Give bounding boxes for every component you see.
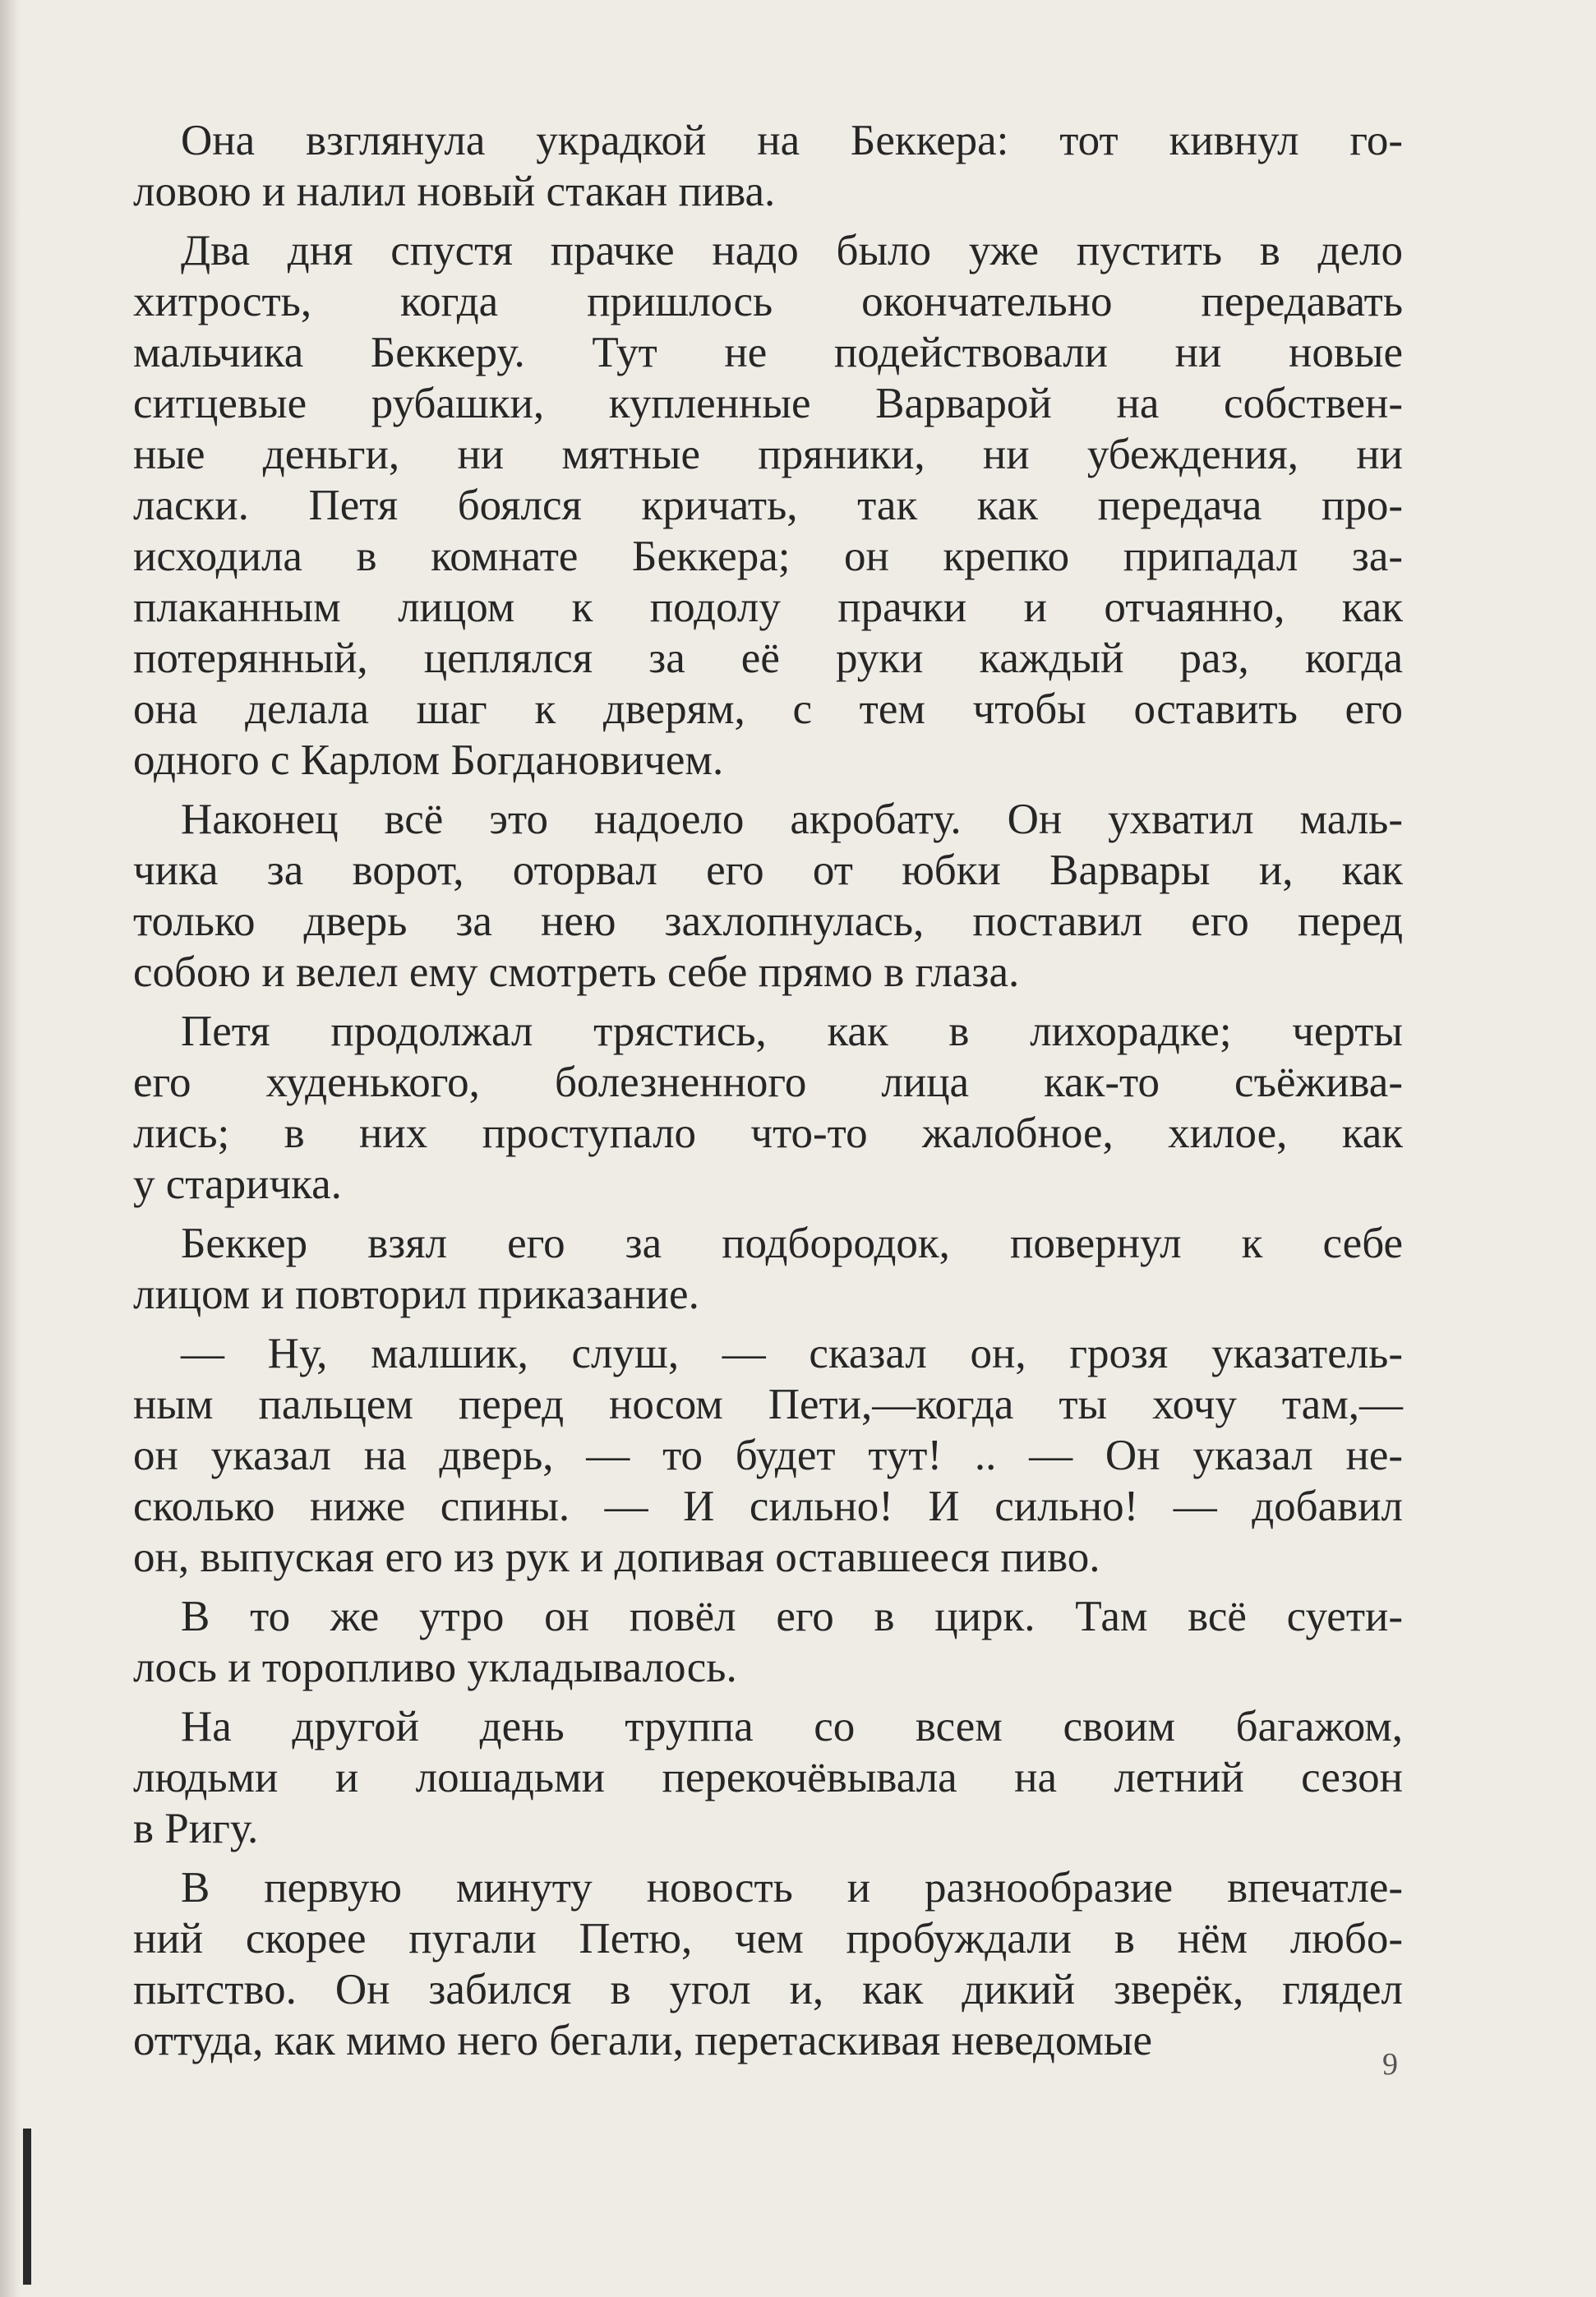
text-line: она делала шаг к дверям, с тем чтобы оставить его [133, 685, 1403, 733]
paragraph [133, 115, 1403, 217]
text-line: лось и торопливо укладывалось. [133, 1644, 737, 1691]
text-line: Петя продолжал трястись, как в лихорадке; черты [181, 1008, 1403, 1055]
text-line: чика за ворот, оторвал его от юбки Варвары и, как [133, 846, 1403, 894]
text-line: его худенького, болезненного лица как-то съёжива- [133, 1059, 1403, 1106]
text-line: ний скорее пугали Петю, чем пробуждали в нём любо- [133, 1915, 1403, 1963]
binding-edge-mark [23, 2129, 31, 2285]
text-line: сколько ниже спины. — И сильно! И сильно! — добавил [133, 1483, 1403, 1530]
text-line: Беккер взял его за подбородок, повернул к себе [181, 1220, 1403, 1267]
text-line: ным пальцем перед носом Пети,—когда ты хочу там,— [133, 1381, 1403, 1428]
text-line: у старичка. [133, 1160, 342, 1208]
text-line: На другой день труппа со всем своим багажом, [181, 1703, 1403, 1750]
paragraph [133, 1218, 1403, 1320]
text-line: хитрость, когда пришлось окончательно передавать [133, 278, 1403, 325]
page-number: 9 [1382, 2047, 1398, 2082]
paragraph [133, 1006, 1403, 1210]
text-line: одного с Карлом Богдановичем. [133, 736, 724, 784]
text-line: пытство. Он забился в угол и, как дикий зверёк, глядел [133, 1966, 1403, 2013]
text-line: он указал на дверь, — то будет тут! .. — Он указал не- [133, 1432, 1403, 1479]
text-line: плаканным лицом к подолу прачки и отчаянно, как [133, 583, 1403, 631]
page-body-text [133, 115, 1403, 2074]
text-line: в Ригу. [133, 1805, 259, 1852]
text-line: В первую минуту новость и разнообразие впечатле- [181, 1864, 1403, 1912]
text-line: лицом и повторил приказание. [133, 1271, 699, 1318]
text-line: лись; в них проступало что-то жалобное, хилое, как [133, 1109, 1403, 1157]
text-line: собою и велел ему смотреть себе прямо в глаза. [133, 948, 1020, 996]
text-line: ласки. Петя боялся кричать, так как передача про- [133, 482, 1403, 529]
paragraph [133, 225, 1403, 786]
text-line: потерянный, цеплялся за её руки каждый раз, когда [133, 634, 1403, 682]
text-line: Два дня спустя прачке надо было уже пустить в дело [181, 227, 1403, 274]
text-line: только дверь за нею захлопнулась, поставил его перед [133, 897, 1403, 945]
paragraph [133, 1701, 1403, 1854]
text-line: мальчика Беккеру. Тут не подействовали ни новые [133, 329, 1403, 376]
paragraph [133, 794, 1403, 998]
text-line: людьми и лошадьми перекочёвывала на летний сезон [133, 1754, 1403, 1801]
text-line: ные деньги, ни мятные пряники, ни убеждения, ни [133, 431, 1403, 478]
paragraph [133, 1328, 1403, 1583]
text-line: исходила в комнате Беккера; он крепко припадал за- [133, 533, 1403, 580]
text-line: ситцевые рубашки, купленные Варварой на собствен- [133, 380, 1403, 427]
page-binding-shadow [0, 0, 21, 2297]
text-line: ловою и налил новый стакан пива. [133, 168, 776, 215]
paragraph [133, 1591, 1403, 1693]
paragraph [133, 1862, 1403, 2066]
text-line: Она взглянула украдкой на Беккера: тот кивнул го- [181, 117, 1403, 164]
text-line: — Ну, малшик, слуш, — сказал он, грозя указатель- [181, 1330, 1403, 1377]
text-line: В то же утро он повёл его в цирк. Там всё суети- [181, 1593, 1403, 1640]
text-line: оттуда, как мимо него бегали, перетаскивая неведомые [133, 2017, 1153, 2064]
text-line: он, выпуская его из рук и допивая оставшееся пиво. [133, 1534, 1100, 1581]
text-line: Наконец всё это надоело акробату. Он ухватил маль- [181, 796, 1403, 843]
